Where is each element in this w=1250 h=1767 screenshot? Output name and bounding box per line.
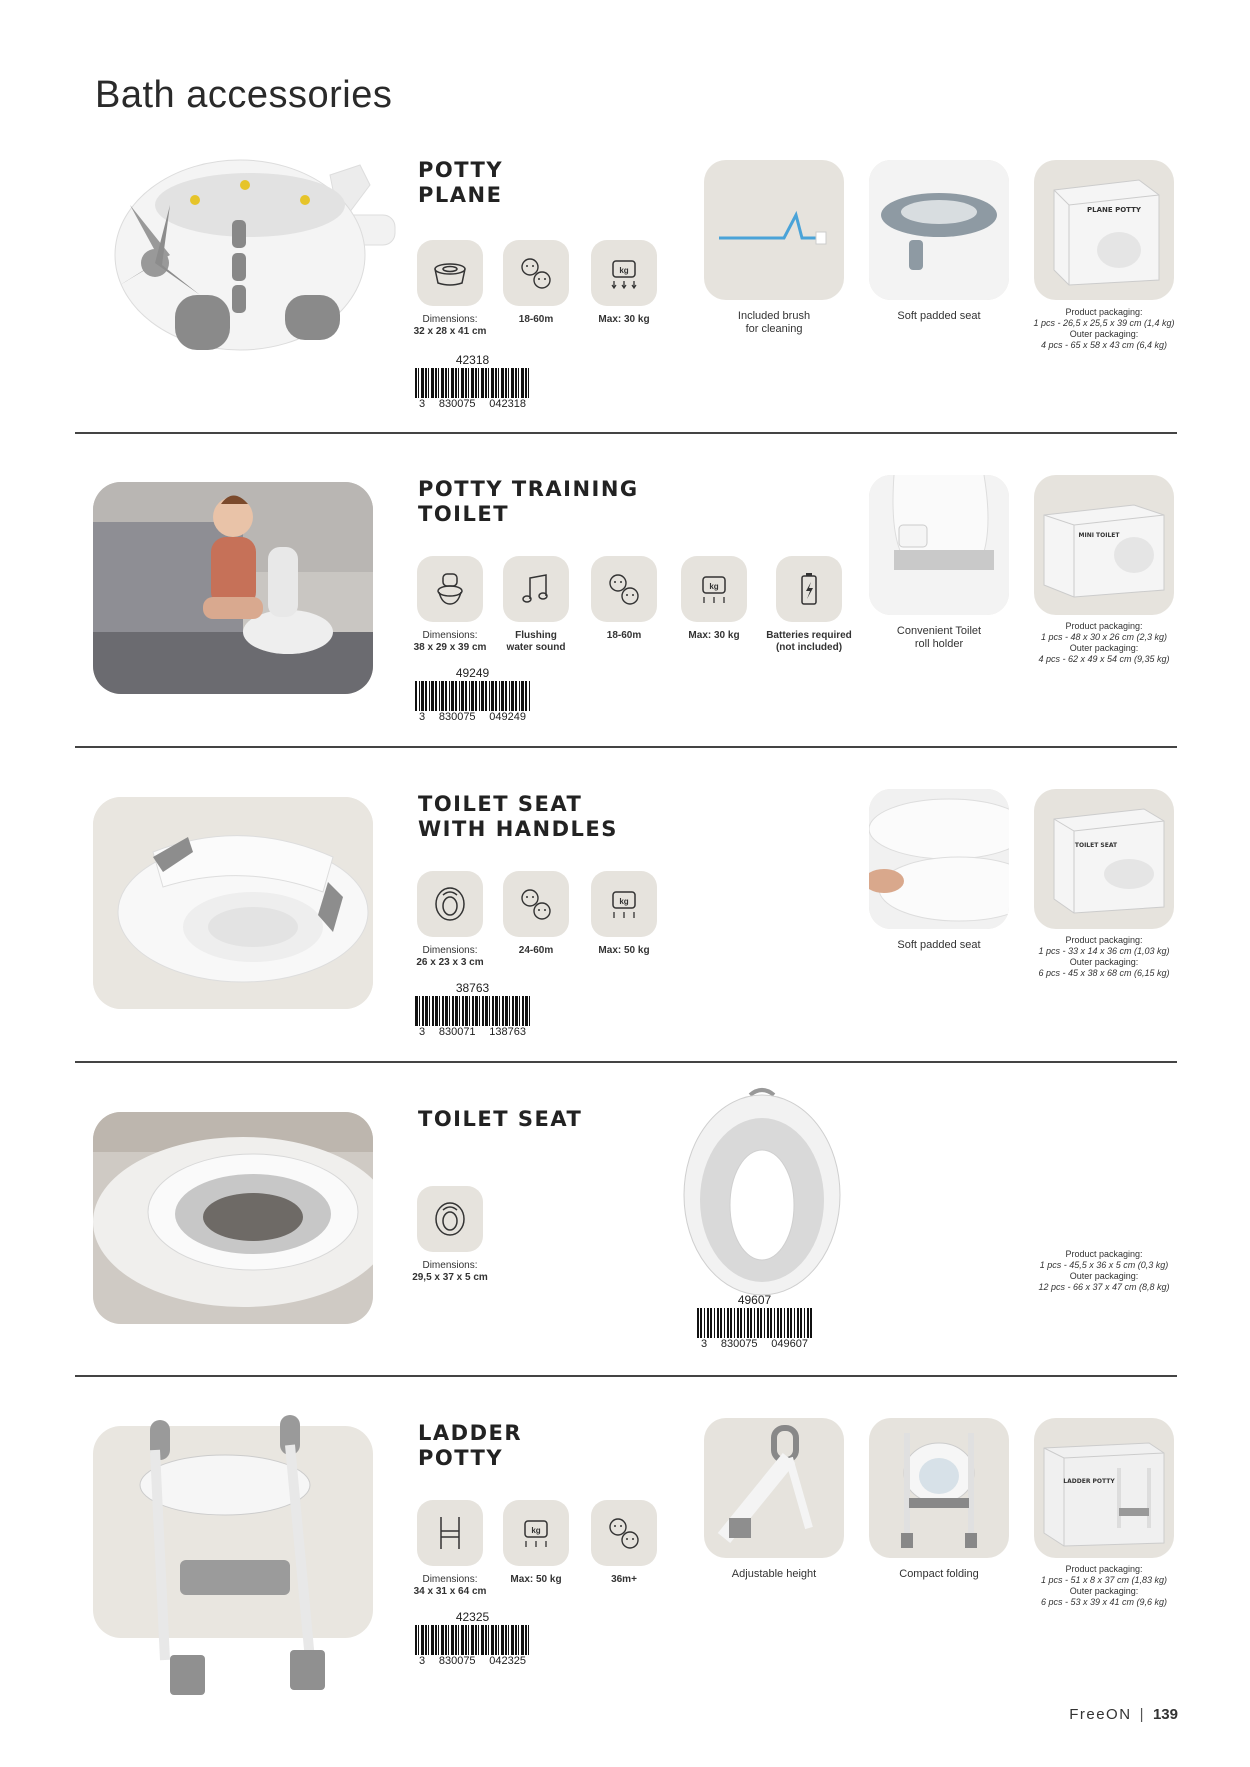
packaging-info xyxy=(1024,307,1184,351)
feature-batteries xyxy=(759,556,859,654)
feature-label: Dimensions: xyxy=(422,630,478,641)
svg-text:kg: kg xyxy=(709,582,719,591)
barcode-digit-1: 3 xyxy=(701,1338,708,1350)
tile-caption: Adjustable height xyxy=(731,1568,817,1580)
barcode xyxy=(415,1610,530,1667)
tile-packaging xyxy=(1034,160,1174,300)
feature-dimensions xyxy=(405,556,495,654)
feature-value: 32 x 28 x 41 cm xyxy=(413,326,487,337)
barcode xyxy=(697,1293,812,1350)
tile-packaging xyxy=(1034,475,1174,615)
packaging-outer-value: 6 pcs - 53 x 39 x 41 cm (9,6 kg) xyxy=(1040,1597,1168,1607)
feature-dimensions xyxy=(405,1186,495,1284)
feature-label: Dimensions: xyxy=(422,1260,478,1271)
product-title xyxy=(418,1421,522,1471)
tile-caption: Convenient Toilet roll holder xyxy=(896,625,982,650)
packaging-outer-value: 6 pcs - 45 x 38 x 68 cm (6,15 kg) xyxy=(1038,968,1170,978)
feature-value: 36m+ xyxy=(611,1574,637,1585)
feature-age xyxy=(491,871,581,957)
feature-age xyxy=(579,1500,669,1586)
feature-value: Batteries required xyxy=(766,630,852,641)
seat-icon xyxy=(430,884,470,924)
title-line-1: POTTY xyxy=(418,158,504,182)
tile-brush xyxy=(704,160,844,300)
feature-value: 18-60m xyxy=(606,630,642,641)
weight-icon xyxy=(604,884,644,924)
weight-icon xyxy=(604,253,644,293)
feature-max-weight xyxy=(579,240,669,326)
feature-dimensions xyxy=(405,1500,495,1598)
barcode xyxy=(415,353,530,410)
barcode-code: 49249 xyxy=(455,666,490,680)
barcode-digit-1: 3 xyxy=(419,1655,426,1667)
packaging-outer-value: 12 pcs - 66 x 37 x 47 cm (8,8 kg) xyxy=(1038,1282,1170,1292)
packaging-outer-label: Outer packaging: xyxy=(1069,1586,1139,1596)
feature-dimensions xyxy=(405,240,495,338)
ladder-icon xyxy=(430,1513,470,1553)
tile-caption: Soft padded seat xyxy=(897,939,981,951)
tile-packaging xyxy=(1034,1418,1174,1558)
battery-icon xyxy=(789,569,829,609)
packaging-product-label: Product packaging: xyxy=(1065,935,1143,945)
tile-soft-seat xyxy=(869,160,1009,300)
packaging-product-value: 1 pcs - 45,5 x 36 x 5 cm (0,3 kg) xyxy=(1039,1260,1169,1270)
packaging-product-label: Product packaging: xyxy=(1065,1564,1143,1574)
barcode-digit-3: 138763 xyxy=(489,1026,526,1038)
feature-value: Flushing xyxy=(515,630,557,641)
packaging-product-value: 1 pcs - 26,5 x 25,5 x 39 cm (1,4 kg) xyxy=(1033,318,1175,328)
ladder-potty-image xyxy=(120,1410,350,1710)
box-text: TOILET SEAT xyxy=(1074,842,1118,849)
feature-age xyxy=(579,556,669,642)
weight-icon xyxy=(516,1513,556,1553)
barcode-digit-2: 830075 xyxy=(438,1655,476,1667)
feature-value: (not included) xyxy=(775,642,843,653)
title-line-2: TOILET xyxy=(418,502,510,526)
tile-roll-holder xyxy=(869,475,1009,615)
packaging-product-value: 1 pcs - 33 x 14 x 36 cm (1,03 kg) xyxy=(1038,946,1170,956)
svg-text:kg: kg xyxy=(619,897,629,906)
barcode-bars xyxy=(415,996,530,1026)
packaging-outer-label: Outer packaging: xyxy=(1069,643,1139,653)
barcode-digit-3: 042325 xyxy=(489,1655,526,1667)
feature-value: 18-60m xyxy=(518,314,554,325)
svg-text:kg: kg xyxy=(531,1526,541,1535)
svg-text:kg: kg xyxy=(619,266,629,275)
barcode-code: 42318 xyxy=(455,353,490,367)
packaging-outer-label: Outer packaging: xyxy=(1069,1271,1139,1281)
kids-faces-icon xyxy=(604,1513,644,1553)
potty-plane-image xyxy=(100,145,400,385)
potty-icon xyxy=(430,253,470,293)
section-divider xyxy=(75,746,1177,748)
barcode xyxy=(415,981,530,1038)
title-line-1: TOILET SEAT xyxy=(418,1107,583,1131)
title-line-1: POTTY TRAINING xyxy=(418,477,639,501)
feature-value: 24-60m xyxy=(518,945,554,956)
product-title xyxy=(418,477,639,527)
feature-value: Max: 30 kg xyxy=(688,630,740,641)
barcode-bars xyxy=(415,368,530,398)
packaging-info xyxy=(1024,621,1184,665)
barcode-bars xyxy=(415,1625,530,1655)
title-line-1: LADDER xyxy=(418,1421,523,1445)
packaging-product-label: Product packaging: xyxy=(1065,307,1143,317)
barcode-code: 42325 xyxy=(455,1610,490,1624)
barcode-digit-2: 830075 xyxy=(438,398,476,410)
title-line-1: TOILET SEAT xyxy=(418,792,583,816)
page-title: Bath accessories xyxy=(95,74,393,116)
tile-caption: Compact folding xyxy=(899,1568,979,1580)
barcode-digit-1: 3 xyxy=(419,1026,426,1038)
product-title xyxy=(418,158,503,208)
kids-faces-icon xyxy=(516,884,556,924)
product-title xyxy=(418,792,618,842)
packaging-outer-value: 4 pcs - 62 x 49 x 54 cm (9,35 kg) xyxy=(1038,654,1170,664)
feature-value: water sound xyxy=(506,642,566,653)
packaging-info xyxy=(1024,1249,1184,1293)
seat-icon xyxy=(430,1199,470,1239)
barcode-digit-1: 3 xyxy=(419,398,426,410)
title-line-2: WITH HANDLES xyxy=(418,817,618,841)
packaging-product-value: 1 pcs - 48 x 30 x 26 cm (2,3 kg) xyxy=(1040,632,1168,642)
packaging-product-label: Product packaging: xyxy=(1065,1249,1143,1259)
feature-label: Dimensions: xyxy=(422,1574,478,1585)
barcode-digit-3: 049607 xyxy=(771,1338,808,1350)
page-footer xyxy=(1069,1706,1178,1723)
section-divider xyxy=(75,432,1177,434)
page-number: 139 xyxy=(1152,1706,1178,1723)
feature-value: 34 x 31 x 64 cm xyxy=(413,1586,487,1597)
feature-label: Dimensions: xyxy=(422,945,478,956)
product-title xyxy=(418,1107,582,1132)
tile-adjustable-height xyxy=(704,1418,844,1558)
feature-flushing-sound xyxy=(491,556,581,654)
feature-max-weight xyxy=(579,871,669,957)
music-note-icon xyxy=(516,569,556,609)
barcode-code: 38763 xyxy=(455,981,490,995)
feature-label: Dimensions: xyxy=(422,314,478,325)
barcode-bars xyxy=(697,1308,812,1338)
toilet-icon xyxy=(430,569,470,609)
packaging-info xyxy=(1024,1564,1184,1608)
barcode xyxy=(415,666,530,723)
feature-value: Max: 50 kg xyxy=(598,945,650,956)
feature-max-weight xyxy=(491,1500,581,1586)
toilet-seat-handles-image xyxy=(93,797,373,1009)
title-line-2: PLANE xyxy=(418,183,503,207)
barcode-digit-2: 830071 xyxy=(438,1026,476,1038)
feature-max-weight xyxy=(669,556,759,642)
packaging-product-label: Product packaging: xyxy=(1065,621,1143,631)
toilet-seat-image xyxy=(93,1112,373,1324)
barcode-bars xyxy=(415,681,530,711)
toilet-seat-product-image xyxy=(680,1085,845,1305)
barcode-digit-1: 3 xyxy=(419,711,426,723)
barcode-digit-2: 830075 xyxy=(720,1338,758,1350)
feature-value: Max: 30 kg xyxy=(598,314,650,325)
packaging-product-value: 1 pcs - 51 x 8 x 37 cm (1,83 kg) xyxy=(1040,1575,1168,1585)
barcode-digit-3: 049249 xyxy=(489,711,526,723)
packaging-outer-label: Outer packaging: xyxy=(1069,329,1139,339)
tile-compact-folding xyxy=(869,1418,1009,1558)
title-line-2: POTTY xyxy=(418,1446,504,1470)
kids-faces-icon xyxy=(516,253,556,293)
tile-packaging xyxy=(1034,789,1174,929)
barcode-code: 49607 xyxy=(737,1293,772,1307)
tile-caption: Included brush for cleaning xyxy=(737,310,811,335)
tile-soft-seat xyxy=(869,789,1009,929)
feature-value: Max: 50 kg xyxy=(510,1574,562,1585)
weight-icon xyxy=(694,569,734,609)
feature-age xyxy=(491,240,581,326)
potty-training-toilet-image xyxy=(93,482,373,694)
kids-faces-icon xyxy=(604,569,644,609)
feature-dimensions xyxy=(405,871,495,969)
packaging-outer-label: Outer packaging: xyxy=(1069,957,1139,967)
brand-name: FreeON xyxy=(1069,1706,1132,1723)
section-divider xyxy=(75,1061,1177,1063)
feature-value: 26 x 23 x 3 cm xyxy=(416,957,484,968)
footer-separator: | xyxy=(1139,1706,1145,1723)
packaging-outer-value: 4 pcs - 65 x 58 x 43 cm (6,4 kg) xyxy=(1040,340,1168,350)
feature-value: 38 x 29 x 39 cm xyxy=(413,642,487,653)
section-divider xyxy=(75,1375,1177,1377)
barcode-digit-3: 042318 xyxy=(489,398,526,410)
box-text: PLANE POTTY xyxy=(1087,206,1141,214)
packaging-info xyxy=(1024,935,1184,979)
box-text: MINI TOILET xyxy=(1078,532,1120,539)
box-text: LADDER POTTY xyxy=(1063,1478,1115,1485)
feature-value: 29,5 x 37 x 5 cm xyxy=(412,1272,488,1283)
tile-caption: Soft padded seat xyxy=(897,310,981,322)
barcode-digit-2: 830075 xyxy=(438,711,476,723)
